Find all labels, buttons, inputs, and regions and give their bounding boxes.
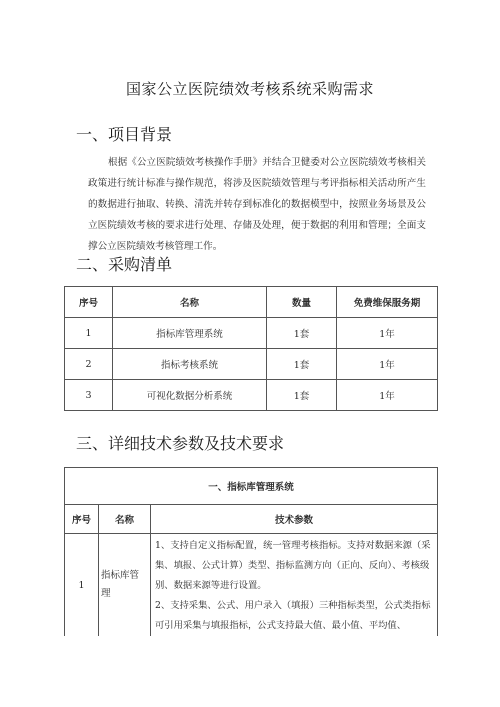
section-heading-tech-specs: 三、详细技术参数及技术要求 (76, 434, 285, 453)
column-header-no: 序号 (65, 287, 113, 318)
cell-qty: 1套 (267, 349, 337, 380)
cell-qty: 1套 (267, 380, 337, 411)
cell-name: 指标库管理系统 (113, 318, 267, 349)
table-row (65, 534, 438, 637)
table-row (65, 380, 438, 411)
column-header-name: 名称 (113, 287, 267, 318)
cell-warranty: 1年 (337, 349, 438, 380)
table-header-row (65, 287, 438, 318)
table-caption: 一、指标库管理系统 (65, 468, 438, 505)
background-paragraph: 根据《公立医院绩效考核操作手册》并结合卫健委对公立医院绩效考核相关政策进行统计标准与操作规范，将涉及医院绩效管理与考评指标相关活动所产生的数据进行抽取、转换、清洗并转存到标准化的数据模型中，按照业务场景及公立医院绩效考核的要求进行处理、存储及处理，便于数据的利用和管理；全面支撑公立医院绩效考核管理工作。 (88, 157, 426, 252)
spec-item-1: 1、支持自定义指标配置，统一管理考核指标。支持对数据来源（采集、填报、公式计算）类型、指标监测方向（正向、反向）、考核级别、数据来源等进行设置。 (155, 540, 431, 591)
cell-name: 指标库管理 (99, 534, 151, 637)
table-row (65, 318, 438, 349)
spec-item-2: 2、支持采集、公式、用户录入（填报）三种指标类型，公式类指标可引用采集与填报指标，公式支持最大值、最小值、平均值、 (155, 600, 431, 631)
table-header-row (65, 505, 438, 534)
column-header-qty: 数量 (267, 287, 337, 318)
cell-no: 1 (65, 534, 99, 637)
column-header-spec: 技术参数 (151, 505, 438, 534)
column-header-no: 序号 (65, 505, 99, 534)
section-heading-procurement-list: 二、采购清单 (76, 255, 173, 274)
cell-warranty: 1年 (337, 318, 438, 349)
tech-specs-table (64, 467, 438, 636)
cell-warranty: 1年 (337, 380, 438, 411)
procurement-list-table (64, 286, 438, 411)
cell-no: 2 (65, 349, 113, 380)
document-title: 国家公立医院绩效考核系统采购需求 (125, 80, 374, 98)
column-header-warranty: 免费维保服务期 (337, 287, 438, 318)
section-heading-background: 一、项目背景 (76, 125, 173, 144)
cell-name: 指标考核系统 (113, 349, 267, 380)
column-header-name: 名称 (99, 505, 151, 534)
table-row (65, 349, 438, 380)
table-caption-row (65, 468, 438, 505)
cell-no: 1 (65, 318, 113, 349)
cell-no: 3 (65, 380, 113, 411)
cell-qty: 1套 (267, 318, 337, 349)
cell-name: 可视化数据分析系统 (113, 380, 267, 411)
cell-spec (151, 534, 438, 637)
